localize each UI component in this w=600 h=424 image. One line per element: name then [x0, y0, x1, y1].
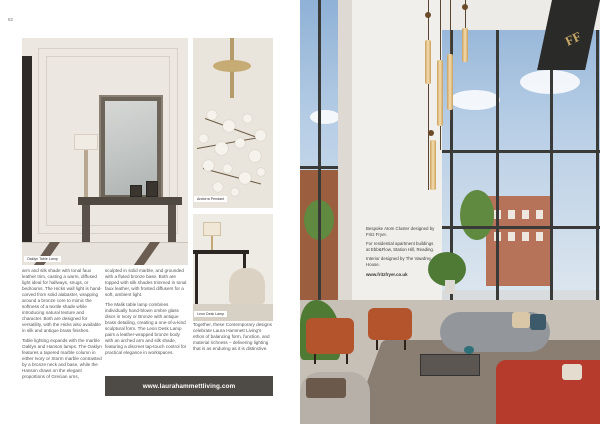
photo-frame [146, 181, 158, 197]
desk-leg [195, 254, 198, 304]
building-window [536, 210, 543, 219]
console-table-top [78, 197, 182, 205]
photo-frame [130, 185, 142, 197]
pendant-tube [447, 54, 453, 110]
building-window [522, 232, 529, 241]
leon-desk-lamp-photo [193, 214, 273, 321]
window-transom [442, 150, 600, 153]
chair-leg [346, 354, 348, 364]
desk-top [193, 250, 249, 254]
window-transom [442, 226, 600, 229]
blossom [199, 134, 208, 143]
orange-armchair [368, 308, 412, 340]
blossom [257, 168, 265, 176]
paragraph: arm and silk shade with tonal faux leather trim, casting a warm, diffused light ideal for hallways, snugs, or bedrooms. The Hicks wall light is hand-carved from solid alabaster, wrapping around a bronze core to mimic the softness of a textile shade while introducing natural texture and character. Both are designed for versatility, with the Hicks also available in silk and antique brass finishes. [22, 268, 102, 333]
pendant-tube [462, 28, 468, 62]
blossom [223, 164, 232, 173]
console-leg [168, 205, 176, 245]
pendant-tube [430, 140, 436, 190]
body-text-column-3 [193, 322, 273, 356]
blossom [235, 138, 245, 148]
paragraph: Table lighting expands with the marble Oaklyn and Hanson lamps. The Oaklyn features a tapered marble column in either Ivory or Storm marble contrasted by a bronze neck and base, while the Hanson draws on the elegant proportions of Grecian urns, [22, 338, 102, 379]
orange-armchair [306, 318, 354, 354]
pendant-tube [425, 40, 431, 84]
armchair [229, 268, 265, 304]
pendant-canopy [213, 60, 251, 72]
building-window [508, 210, 515, 219]
window-mullion [550, 30, 553, 310]
lamp-base [84, 150, 88, 198]
pendant-flower-icon [462, 4, 468, 10]
paragraph: The Malik table lamp combines individually hand-blown ombre glass discs in Ivory or Bronze with antique brass detailing, creating a one-of-a-kind sculptural form. The Leon Desk Lamp pairs a leather-wrapped bronze body with an arched arm and silk shade, featuring a discreet tap-touch control for practical elegance in workspaces. [105, 302, 187, 355]
blossom [243, 114, 252, 123]
blossom [231, 188, 239, 196]
blossom [239, 172, 251, 184]
building-window [522, 210, 529, 219]
body-text-column-2 [105, 268, 188, 360]
caption-line: For residential apartment buildings at Ebb&Flow, Station Hill, Reading. [366, 241, 435, 252]
blossom-branch [203, 168, 261, 184]
building-window [536, 232, 543, 241]
project-caption [366, 226, 436, 281]
caption-line: Bespoke Atom Cluster designed by Fritz Fryer. [366, 226, 435, 237]
window-mullion [596, 30, 599, 310]
cushion [530, 314, 546, 330]
pendant-cable [428, 0, 429, 190]
cloud [450, 90, 500, 110]
blossom [203, 160, 214, 171]
blossom [249, 150, 261, 162]
website-link[interactable]: www.fritzfryer.co.uk [366, 271, 408, 277]
blossom [223, 120, 235, 132]
cloud [310, 110, 340, 124]
tree [460, 190, 494, 240]
photo-caption: Oaklyn Table Lamp [24, 256, 61, 262]
blossom [213, 182, 223, 192]
blossom [207, 110, 217, 120]
building-window [508, 232, 515, 241]
body-text-column-1 [22, 268, 102, 384]
pendant-flower-icon [428, 130, 434, 136]
chair-leg [404, 340, 406, 350]
plant-pot [445, 280, 455, 294]
paragraph: Together, these Contemporary designs celebrate Laura Hammett Living's ethos of balancing form, function, and material richness – delivering lighting that is as enduring as it is distinctive. [193, 322, 272, 351]
window-mullion [496, 30, 499, 310]
cushion [512, 312, 530, 328]
andorra-pendant-photo [193, 38, 273, 208]
blossom [255, 130, 266, 141]
paragraph: sculpted in solid marble, and grounded with a fluted bronze base. Both are topped with silk shades trimmed in tonal faux leather, with frosted diffusers for a soft, ambient light. [105, 268, 187, 297]
website-link-banner[interactable]: www.laurahammettliving.com [105, 376, 273, 396]
oaklyn-console-photo [22, 38, 188, 265]
fritz-fryer-logo: FF [562, 28, 584, 49]
photo-caption: Leon Desk Lamp [194, 311, 227, 317]
page-number: 82 [8, 17, 14, 22]
interior-photo-page [300, 0, 600, 424]
lamp-stem [211, 236, 213, 250]
decor-bowl [464, 346, 474, 354]
red-sofa [496, 360, 600, 424]
chair-leg [376, 340, 378, 350]
pendant-tube [437, 60, 443, 126]
photo-caption: Andorra Pendant [194, 196, 227, 202]
cushion [562, 364, 582, 380]
wall-shadow [338, 0, 352, 320]
patterned-cushion [306, 378, 346, 398]
caption-line: Interior designed by The Vawdrey House. [366, 256, 432, 267]
blossom [215, 142, 228, 155]
pendant-flower-icon [425, 12, 431, 18]
coffee-table [420, 354, 480, 376]
window-mullion [318, 0, 321, 310]
doorway [22, 56, 32, 242]
console-leg [82, 205, 90, 245]
lamp-shade [74, 134, 98, 150]
chair-leg [314, 354, 316, 364]
lamp-shade [203, 222, 221, 236]
